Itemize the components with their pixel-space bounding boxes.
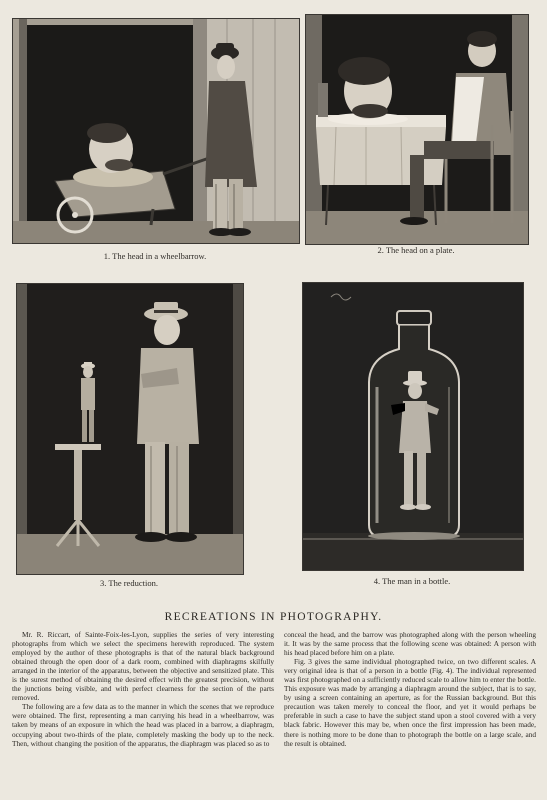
figure-2-image: [305, 14, 529, 245]
figure-4-caption: 4. The man in a bottle.: [373, 576, 451, 586]
figure-4-image: [302, 282, 524, 571]
article-column-2: [284, 630, 536, 748]
column-2-paragraph: Fig. 3 gives the same individual photographed twice, on two different scales. A very original idea is that of a person in a bottle (Fig. 4). The individual represented was first photographed on a sufficiently reduced scale to allow him to enter the bottle. This exposure was made by arranging a diaphragm around the subject, that is to say, by using a screen containing an aperture, as for the Russian background. But this precaution was taken merely to conceal the floor, and yet it would perhaps be preferable in such a case to have the subject stand upon a stool covered with a very black fabric. However this may be, when once the first impression has been made, there is nothing more to be done than to photograph the bottle on a large scale, and the result is obtained.: [284, 657, 536, 748]
figure-3-caption: 3. The reduction.: [100, 578, 158, 588]
figure-1-image: [12, 18, 300, 244]
figure-3-image: [16, 283, 244, 575]
article-title: RECREATIONS IN PHOTOGRAPHY.: [164, 611, 383, 623]
column-2-paragraph: conceal the head, and the barrow was photographed along with the person wheeling it. It was by the same process that the following scene was obtained: A person with his head placed before him on a plate.: [284, 630, 536, 658]
article-column-1: [12, 630, 274, 748]
figure-1-caption: 1. The head in a wheelbarrow.: [103, 251, 207, 261]
figure-2-caption: 2. The head on a plate.: [377, 245, 455, 255]
column-1-paragraph: The following are a few data as to the manner in which the scenes that we reproduce were obtained. The first, representing a man carrying his head in a wheelbarrow, was taken by means of an exposure in which the head was placed in a barrow, a diaphragm, occupying about two-thirds of the plate, completely masking the body up to the neck. Then, without changing the position of the apparatus, the diaphragm was placed so as to: [12, 702, 274, 748]
column-1-paragraph: Mr. R. Riccart, of Sainte-Foix-les-Lyon, supplies the series of very interesting photographs from which we select the specimens herewith reproduced. The system employed by the author of these photographs is that of the natural black background obtained through the open door of a dark room, combined with diaphragms skilfully arranged in the interior of the apparatus, between the objective and sensitized plate. This is the surest method of obtaining the desired effect with the greatest precision, without the junctions being visible, and with perfect clearness for the section of the parts removed.: [12, 630, 274, 703]
